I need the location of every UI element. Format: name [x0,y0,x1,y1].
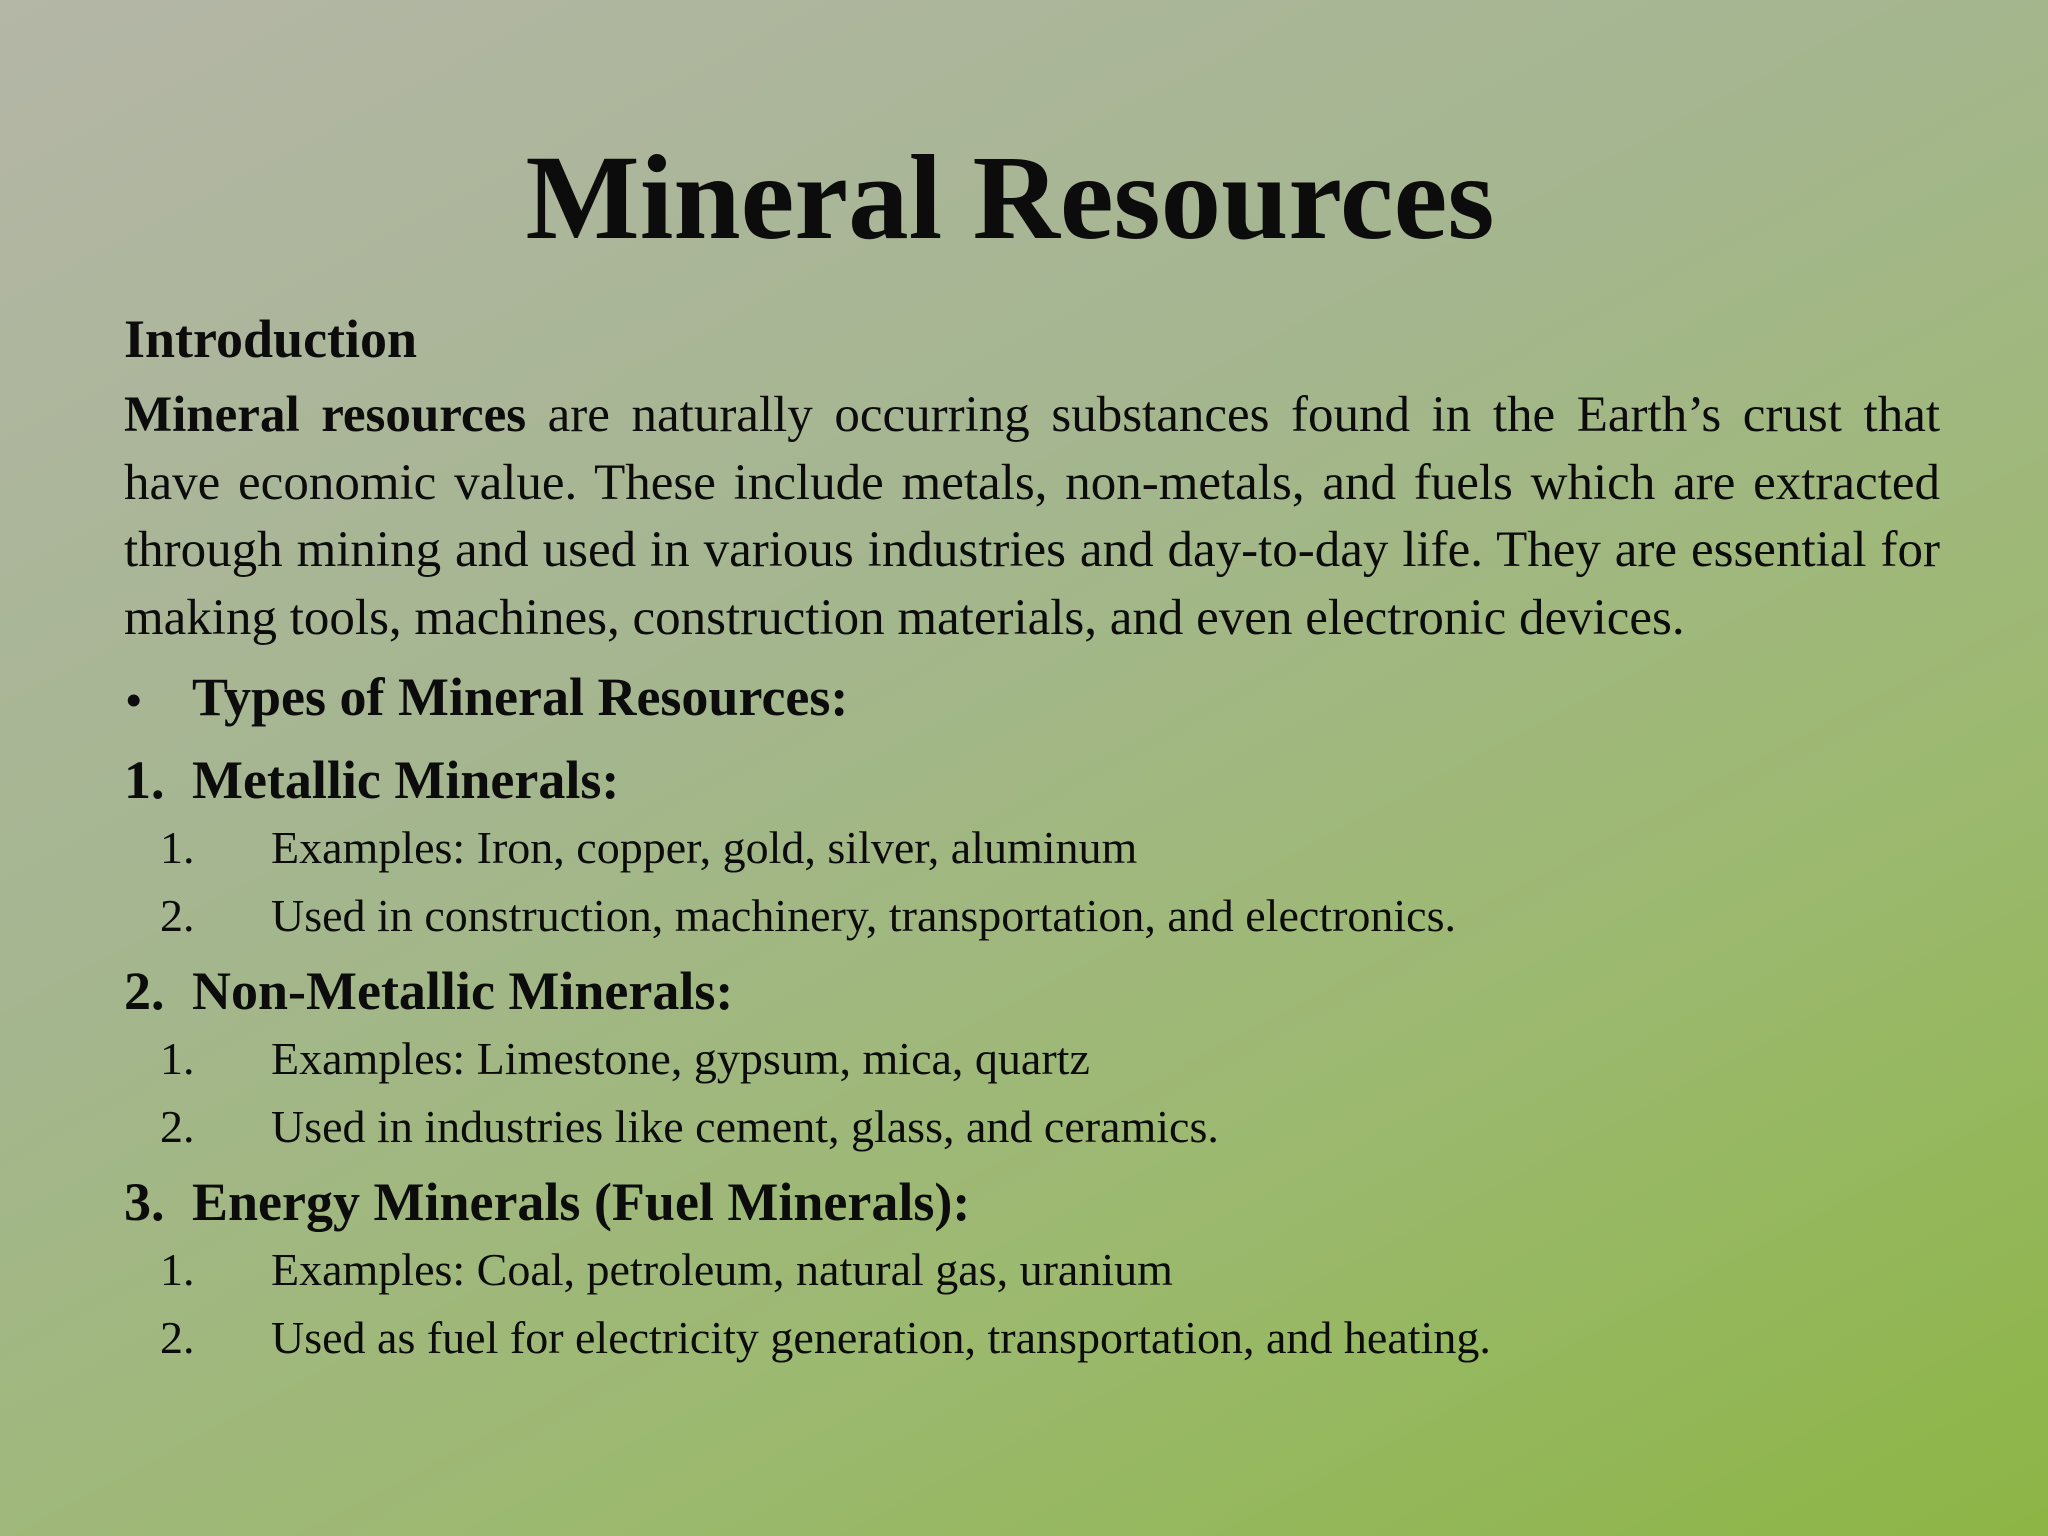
sub-list [124,1236,1940,1371]
item-text: Used in construction, machinery, transportation, and electronics. [271,889,1456,941]
group-number: 1. [124,750,165,810]
mineral-group-non-metallic [124,957,1940,1160]
group-title: Metallic Minerals: [192,750,620,810]
intro-body-text: are naturally occurring substances found in the Earth’s crust that have economic value. These include metals, non-metals, and fuels which are extracted through mining and used in various industries and day-to-day life. They are essential for making tools, machines, construction materials, and even electronic devices. [124,387,1940,646]
mineral-group-energy [124,1168,1940,1371]
bullet-marker: • [126,676,142,725]
intro-paragraph [124,382,1940,652]
item-text: Examples: Iron, copper, gold, silver, aluminum [271,822,1138,873]
group-heading [124,1168,1940,1236]
item-number: 1. [160,1033,195,1084]
item-text: Used as fuel for electricity generation, transportation, and heating. [271,1311,1491,1363]
list-item [124,814,1940,882]
list-item [124,1025,1940,1093]
list-item [124,1236,1940,1304]
types-heading: Types of Mineral Resources: [192,667,849,727]
item-number: 1. [160,822,195,873]
slide-title: Mineral Resources [525,131,1495,265]
item-number: 2. [160,889,195,941]
group-number: 2. [124,961,165,1021]
types-bullet-row [124,663,1940,735]
item-text: Examples: Coal, petroleum, natural gas, uranium [271,1244,1173,1295]
item-text: Examples: Limestone, gypsum, mica, quartz [271,1033,1090,1084]
sub-list [124,814,1940,949]
item-number: 1. [160,1244,195,1295]
item-number: 2. [160,1311,195,1363]
group-title: Non-Metallic Minerals: [192,961,734,1021]
intro-heading: Introduction [124,309,418,369]
item-number: 2. [160,1100,195,1152]
slide-content [124,305,1940,1371]
group-title: Energy Minerals (Fuel Minerals): [192,1172,971,1232]
item-text: Used in industries like cement, glass, and ceramics. [271,1100,1219,1152]
list-item [124,1304,1940,1372]
group-number: 3. [124,1172,165,1232]
group-heading [124,746,1940,814]
sub-list [124,1025,1940,1160]
list-item [124,882,1940,950]
mineral-group-metallic [124,746,1940,949]
intro-lead-term: Mineral resources [124,387,527,443]
list-item [124,1093,1940,1161]
group-heading [124,957,1940,1025]
